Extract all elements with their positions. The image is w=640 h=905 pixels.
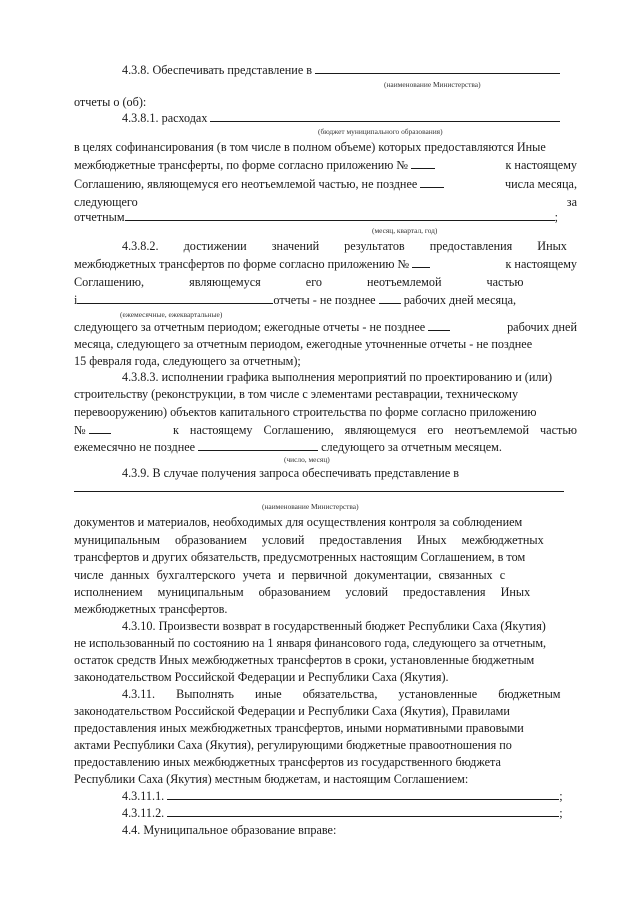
blank-line <box>210 111 560 122</box>
clause-4-3-9: 4.3.9. В случае получения запроса обеспечивать представление в <box>122 466 460 480</box>
blank-line <box>379 293 401 304</box>
text-part: к настоящему <box>505 257 577 271</box>
text-line <box>74 195 577 209</box>
text-part: № <box>74 423 86 437</box>
blank-line <box>428 320 450 331</box>
reports-label: отчеты о (об): <box>74 95 147 109</box>
text-line: муниципальным образованием условий предоставления Иных межбюджетных <box>74 533 544 547</box>
blank-line <box>89 423 111 434</box>
text-part: Соглашению, являющемуся его неотъемлемой частью, не позднее <box>74 177 418 191</box>
caption-ministry: (наименование Министерства) <box>384 80 481 89</box>
text-line <box>74 177 577 191</box>
clause-4-3-11-2 <box>122 806 563 820</box>
text-line: Республики Саха (Якутия) местным бюджетам, и настоящим Соглашением: <box>74 772 469 786</box>
clause-4-3-10: 4.3.10. Произвести возврат в государственный бюджет Республики Саха (Якутия) <box>122 619 546 633</box>
clause-4-3-11-1 <box>122 789 563 803</box>
clause-4-4: 4.4. Муниципальное образование вправе: <box>122 823 337 837</box>
text-line <box>74 320 577 334</box>
clause-4-3-8-3: 4.3.8.3. исполнении графика выполнения мероприятий по проектированию и (или) <box>122 370 553 384</box>
clause-text: 4.3.8. Обеспечивать представление в <box>122 63 313 77</box>
text-line: числе данных бухгалтерского учета и первичной документации, связанных с <box>74 568 506 582</box>
blank-line <box>125 210 555 221</box>
blank-line <box>315 63 560 74</box>
caption-monthly-quarterly: (ежемесячные, ежеквартальные) <box>120 310 223 319</box>
blank-line <box>412 257 430 268</box>
blank-row <box>74 481 564 495</box>
clause-text: 4.3.8.2. достижении значений результатов предоставления Иных <box>122 239 567 253</box>
clause-4-3-8 <box>122 63 560 77</box>
blank-line <box>167 806 559 817</box>
text-line <box>74 423 577 437</box>
clause-text: 4.3.8.1. расходах <box>122 111 208 125</box>
text-line <box>74 158 577 172</box>
text-part: к настоящему <box>505 158 577 172</box>
text-line: законодательством Российской Федерации и Республики Саха (Якутия), Правилами <box>74 704 510 718</box>
text-part: i <box>74 293 78 307</box>
text-line: не использованный по состоянию на 1 января финансового года, следующего за отчетным, <box>74 636 547 650</box>
text-line: актами Республики Саха (Якутия), регулирующими бюджетные правоотношения по <box>74 738 512 752</box>
text-line: документов и материалов, необходимых для осуществления контроля за соблюдением <box>74 515 523 529</box>
text-line <box>74 257 577 271</box>
text-part: отчетным <box>74 210 125 224</box>
text-part: ежемесячно не позднее <box>74 440 196 454</box>
text-line: Соглашению, являющемуся его неотъемлемой частью <box>74 275 524 289</box>
clause-4-3-8-2 <box>122 239 577 253</box>
text-line: межбюджетных трансфертов. <box>74 602 228 616</box>
blank-line <box>167 789 559 800</box>
text-line: трансфертов и других обязательств, предусмотренных настоящим Соглашением, в том <box>74 550 526 564</box>
text-part: отчеты - не позднее <box>273 293 376 307</box>
caption-ministry: (наименование Министерства) <box>262 502 359 511</box>
text-line <box>74 293 516 307</box>
caption-date: (число, месяц) <box>284 455 330 464</box>
blank-line <box>198 440 318 451</box>
text-line: остаток средств Иных межбюджетных трансфертов в сроки, установленные бюджетным <box>74 653 535 667</box>
text-part: ; <box>559 806 563 820</box>
clause-text: 4.3.11.2. <box>122 806 165 820</box>
text-part: к настоящему Соглашению, являющемуся его неотъемлемой частью <box>172 423 577 437</box>
text-part: следующего за отчетным периодом; ежегодные отчеты - не позднее <box>74 320 426 334</box>
text-part: ; <box>559 789 563 803</box>
text-line <box>74 210 558 224</box>
text-line: 15 февраля года, следующего за отчетным); <box>74 354 301 368</box>
text-part: рабочих дней <box>507 320 577 334</box>
blank-line <box>420 177 444 188</box>
text-line: предоставления иных межбюджетных трансфертов, иными нормативными правовыми <box>74 721 524 735</box>
text-part: межбюджетных трансфертов по форме согласно приложению № <box>74 257 410 271</box>
text-part: межбюджетные трансферты, по форме согласно приложению № <box>74 158 409 172</box>
text-line: исполнением муниципальным образованием условий предоставления Иных <box>74 585 531 599</box>
text-part: следующего <box>74 195 138 209</box>
blank-line <box>411 158 435 169</box>
text-part: ; <box>554 210 558 224</box>
text-line: предоставлению иных межбюджетных трансфертов из государственного бюджета <box>74 755 501 769</box>
text-part: за <box>566 195 577 209</box>
clause-4-3-11: 4.3.11. Выполнять иные обязательства, установленные бюджетным <box>122 687 561 701</box>
caption-period: (месяц, квартал, год) <box>372 226 438 235</box>
text-line: месяца, следующего за отчетным периодом, ежегодные уточненные отчеты - не позднее <box>74 337 533 351</box>
text-part: следующего за отчетным месяцем. <box>321 440 502 454</box>
text-line <box>74 440 502 454</box>
text-line: перевооружению) объектов капитального строительства по форме согласно приложению <box>74 405 537 419</box>
text-line: законодательством Российской Федерации и Республики Саха (Якутия). <box>74 670 449 684</box>
blank-line <box>74 481 564 492</box>
caption-budget-formation: (бюджет муниципального образования) <box>318 127 443 136</box>
text-part: рабочих дней месяца, <box>403 293 517 307</box>
blank-line <box>77 293 273 304</box>
text-line: в целях софинансирования (в том числе в полном объеме) которых предоставляются Иные <box>74 140 546 154</box>
text-line: строительству (реконструкции, в том числе с элементами реставрации, техническому <box>74 387 519 401</box>
text-part: числа месяца, <box>504 177 577 191</box>
clause-4-3-8-1 <box>122 111 560 125</box>
clause-text: 4.3.11.1. <box>122 789 165 803</box>
